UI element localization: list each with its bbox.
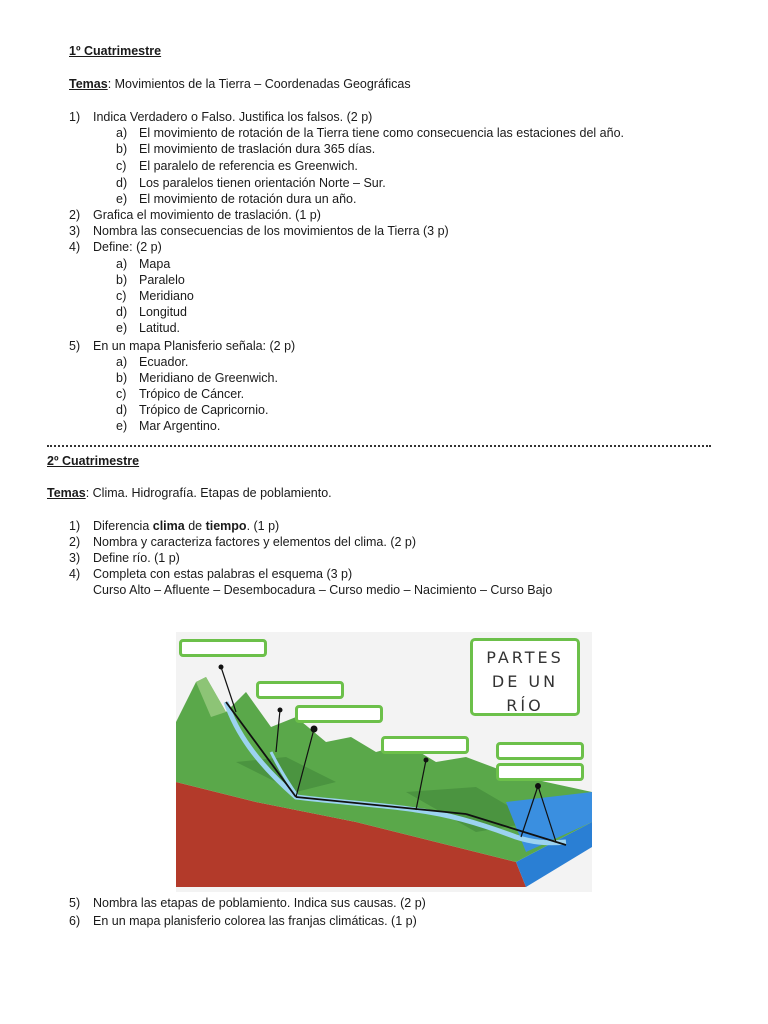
label-box-1[interactable] — [179, 639, 267, 657]
section1-topics — [69, 77, 411, 92]
label-box-2[interactable] — [256, 681, 344, 699]
question-number: 2) — [69, 535, 81, 549]
item-letter: d) — [116, 403, 128, 417]
text-fragment: Diferencia — [93, 519, 153, 533]
item-text: Latitud. — [139, 321, 181, 335]
pointer-dot — [424, 758, 429, 763]
topics-label: Temas — [47, 486, 86, 500]
diagram-title — [470, 638, 580, 716]
pointer-dot — [535, 783, 541, 789]
item-letter: a) — [116, 355, 128, 369]
item-text: Meridiano — [139, 289, 194, 303]
question-text: Completa con estas palabras el esquema (3 p) — [93, 567, 353, 581]
item-text: Mapa — [139, 257, 171, 271]
item-text: El movimiento de rotación de la Tierra tiene como consecuencia las estaciones del año. — [139, 126, 624, 140]
question-text: Grafica el movimiento de traslación. (1 p) — [93, 208, 321, 222]
item-text: Longitud — [139, 305, 187, 319]
bold-term: clima — [152, 519, 185, 533]
item-letter: e) — [116, 419, 128, 433]
item-text: El paralelo de referencia es Greenwich. — [139, 159, 358, 173]
question-text: Nombra las etapas de poblamiento. Indica sus causas. (2 p) — [93, 896, 426, 910]
bold-term: tiempo — [205, 519, 247, 533]
dotted-divider — [47, 445, 711, 447]
item-text: Trópico de Cáncer. — [139, 387, 245, 401]
word-bank: Curso Alto – Afluente – Desembocadura – Curso medio – Nacimiento – Curso Bajo — [93, 583, 553, 597]
item-letter: c) — [116, 289, 127, 303]
pointer-dot — [311, 726, 318, 733]
question-text: En un mapa planisferio colorea las franjas climáticas. (1 p) — [93, 914, 417, 928]
item-text: Trópico de Capricornio. — [139, 403, 269, 417]
item-text: Meridiano de Greenwich. — [139, 371, 278, 385]
item-letter: c) — [116, 159, 127, 173]
topics-text: : Clima. Hidrografía. Etapas de poblamiento. — [85, 486, 332, 500]
question-text: Define: (2 p) — [93, 240, 162, 254]
pointer-dot — [219, 665, 224, 670]
item-letter: d) — [116, 305, 128, 319]
question-number: 3) — [69, 551, 81, 565]
title-line: DE UN — [491, 672, 559, 691]
item-letter: e) — [116, 321, 128, 335]
item-letter: b) — [116, 142, 128, 156]
section1-heading: 1º Cuatrimestre — [69, 44, 162, 58]
question-number: 1) — [69, 519, 81, 533]
item-text: Mar Argentino. — [139, 419, 221, 433]
text-fragment: . (1 p) — [246, 519, 280, 533]
item-letter: e) — [116, 192, 128, 206]
topics-text: : Movimientos de la Tierra – Coordenadas Geográficas — [107, 77, 411, 91]
text-fragment: de — [184, 519, 206, 533]
question-number: 4) — [69, 567, 81, 581]
label-box-6[interactable] — [496, 763, 584, 781]
question-number: 6) — [69, 914, 81, 928]
item-text: Los paralelos tienen orientación Norte – Sur. — [139, 176, 386, 190]
question-number: 1) — [69, 110, 81, 124]
item-letter: a) — [116, 257, 128, 271]
item-letter: b) — [116, 273, 128, 287]
topics-label: Temas — [69, 77, 108, 91]
item-letter: a) — [116, 126, 128, 140]
pointer-dot — [278, 708, 283, 713]
river-diagram — [176, 632, 592, 892]
question-text — [93, 519, 279, 534]
label-box-3[interactable] — [295, 705, 383, 723]
question-number: 4) — [69, 240, 81, 254]
label-box-4[interactable] — [381, 736, 469, 754]
question-number: 3) — [69, 224, 81, 238]
item-letter: d) — [116, 176, 128, 190]
label-box-5[interactable] — [496, 742, 584, 760]
title-line: PARTES — [486, 648, 564, 667]
item-letter: b) — [116, 371, 128, 385]
section2-topics — [47, 486, 332, 501]
item-text: Ecuador. — [139, 355, 189, 369]
question-number: 2) — [69, 208, 81, 222]
question-text: Indica Verdadero o Falso. Justifica los falsos. (2 p) — [93, 110, 373, 124]
question-number: 5) — [69, 896, 81, 910]
question-text: Nombra y caracteriza factores y elementos del clima. (2 p) — [93, 535, 417, 549]
item-text: El movimiento de rotación dura un año. — [139, 192, 357, 206]
question-text: Nombra las consecuencias de los movimientos de la Tierra (3 p) — [93, 224, 449, 238]
question-number: 5) — [69, 339, 81, 353]
item-letter: c) — [116, 387, 127, 401]
question-text: En un mapa Planisferio señala: (2 p) — [93, 339, 296, 353]
section2-heading: 2º Cuatrimestre — [47, 454, 140, 468]
title-line: RÍO — [506, 696, 544, 715]
item-text: El movimiento de traslación dura 365 días. — [139, 142, 376, 156]
item-text: Paralelo — [139, 273, 185, 287]
question-text: Define río. (1 p) — [93, 551, 180, 565]
